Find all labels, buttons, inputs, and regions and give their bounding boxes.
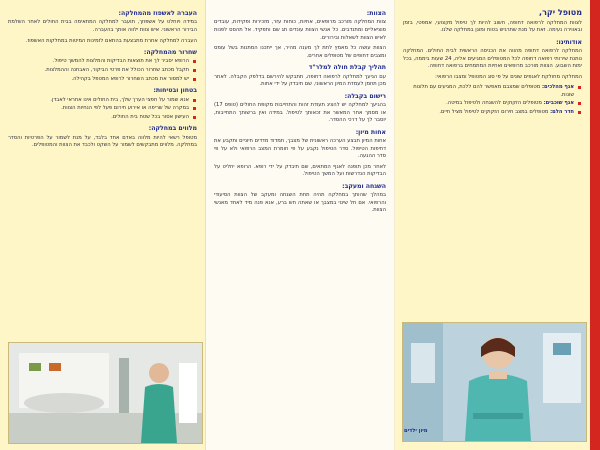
safety-heading: בטחון ובטיחות: [153,87,197,95]
wing-text: מטופלים שמצבם מאפשר להם ללכת, המגיעים עם תלונות שונות. [413,84,574,98]
discharge-list [8,58,197,83]
staff-paragraph: צוות המחלקה מורכב מרופאים, אחיות, כוחות עזר, מזכירות ופקידות, עובדים סוציאליים ומתנדבים. כל אנשי הצוות עונדים תג שם ותפקיד. אל תהסס לפנות לאיש הצוות לשאלות ובירורים. [214,19,386,41]
observation-paragraph: במהלך שהותך במחלקה תהיה תחת השגחה ומעקב של הצוות הסיעודי והרפואי. אם חל שינוי במצבך או שאתה חש ברע, אנא פנה מיד לאחד מאנשי הצוות. [214,192,386,214]
about-paragraph-2: המחלקה מחולקת לאגפים שונים על פי סוג המטופל ומצבו הרפואי: [435,73,582,80]
list-item: במקרה של שריפה או אירוע חירום פעל לפי הנחיות הצוות. [8,105,189,113]
ward-photo [8,342,203,444]
staff-heading: הצוות: [366,10,386,17]
wing-list [403,84,582,116]
intro-paragraph: לצוות המחלקה לרפואה דחופה, חשוב להיות לך טיפול מקצועי, אמפטי, בזמן ובאווירה נעימה. זאת על מנת שתרגיש בטוח ומוגן במחלקה שלנו. [403,19,582,34]
companions-heading: מלווים במחלקה: [148,125,197,133]
registration-paragraph: בהגיעך למחלקה יש להציג תעודת זהות והתחייבות מקופת החולים (טופס 17) או מסמך אחר המאשר את זכאותך לטיפול. במידה ואין ברשותך התחייבות, יוסבר לך על דרכי ההסדר. [214,102,386,124]
photo-caption: מיון ילדים [404,428,428,434]
wing-label: אגף מהלכים: [541,84,574,91]
safety-list [8,97,197,122]
hospitalization-transfer-paragraph: במידה ויוחלט על אשפוזך, תועבר למחלקה המתאימה בבית החולים לאחר השלמת הבירור הראשוני. איש צוות ילווה אותך בהעברה. [8,19,197,33]
middle-panel [206,0,394,450]
admission-process-paragraph: עם הגיעך למחלקה לרפואה דחופה, תתבקש להירשם בדלפק הקבלה. לאחר מכן תוזמן לעמדת המיון הראשוני, שם תיבדק על ידי אחות. [214,73,386,88]
list-item: הרופא יסביר לך את תוצאות הבדיקות והמלצות להמשך טיפול. [8,58,189,66]
triage-nurse-paragraph-2: לאחר מכן תופנה לאגף המתאים, שם תיבדק על ידי רופא. הרופא יחליט על הבדיקות הנדרשות ועל המשך הטיפול. [214,163,386,178]
list-item [403,109,574,117]
greeting-title: מטופל יקר, [539,8,582,17]
admission-process-heading: תהליך קבלת חולה למלר"ד [308,64,386,72]
list-item [403,84,574,99]
triage-nurse-heading: אחות מיון: [355,128,386,136]
discharge-heading: שחרור מהמחלקה: [143,49,197,57]
list-item: העישון אסור בכל שטח בית החולים. [8,114,189,122]
list-item: אנא שמור על חפצי הערך שלך, בית החולים אינו אחראי לאבדן. [8,97,189,105]
hospitalization-transfer-paragraph-2: העברה למחלקה אחרת מתבצעת בהתאם לזמינות המיטות במחלקות האשפוז. [25,37,197,44]
observation-heading: השגחה ומעקב: [342,182,386,190]
companions-paragraph: מטופל רשאי להיות מלווה באדם אחד בלבד, על מנת לשמור על הפרטיות והסדר במחלקה. מלווים מתבקשים לשמור על השקט ולכבד את הצוות והמטופלים. [8,134,197,149]
pediatric-er-photo [402,322,587,442]
wing-label: אגף שוכבים: [543,100,574,107]
list-item [403,100,574,108]
wing-text: מטופלים הזקוקים להשגחה ולטיפול במיטה. [446,100,542,107]
hospitalization-transfer-heading: העברה לאשפוז מהמחלקה: [118,10,197,17]
nurse-photo-illustration [403,323,586,441]
wing-label: חדר הלם: [550,108,574,115]
wing-text: מטופלים במצב חירום הזקוקים לטיפול מציל חיים. [439,108,549,115]
triage-nurse-paragraph: אחות המיון תבצע הערכה ראשונית של מצבך, תמדוד מדדים חיוניים ותקבע את דחיפות הטיפול. סדר הטיפול נקבע על פי חומרת המצב הרפואי ולא על פי סדר ההגעה. [214,138,386,160]
ward-photo-illustration [9,343,202,443]
about-heading: אודותינו: [556,38,582,46]
registration-heading: רישום בקבלה: [344,92,386,100]
about-paragraph: המחלקה לרפואה דחופה מהווה את הכניסה הראשית לבית החולים. המחלקה נותנת שירותי רפואה דחופה לכל המטופלים המגיעים אליה, 24 שעות ביממה, בכל ימות השבוע. הצוות מורכב מרופאים ואחיות המתמחים ברפואה דחופה. [403,48,582,70]
red-edge-strip [590,0,600,450]
list-item: תקבל מכתב שחרור הכולל את פרטי הביקור, האבחנה וההמלצות. [8,67,189,75]
staff-paragraph-2: הצוות עושה כל מאמץ לתת לך מענה מהיר, אך ייתכנו המתנות בשל עומס ומצבים דחופים של מטופלים אחרים. [214,45,386,59]
list-item: יש למסור את מכתב השחרור לרופא המטפל בקהילה. [8,76,189,84]
